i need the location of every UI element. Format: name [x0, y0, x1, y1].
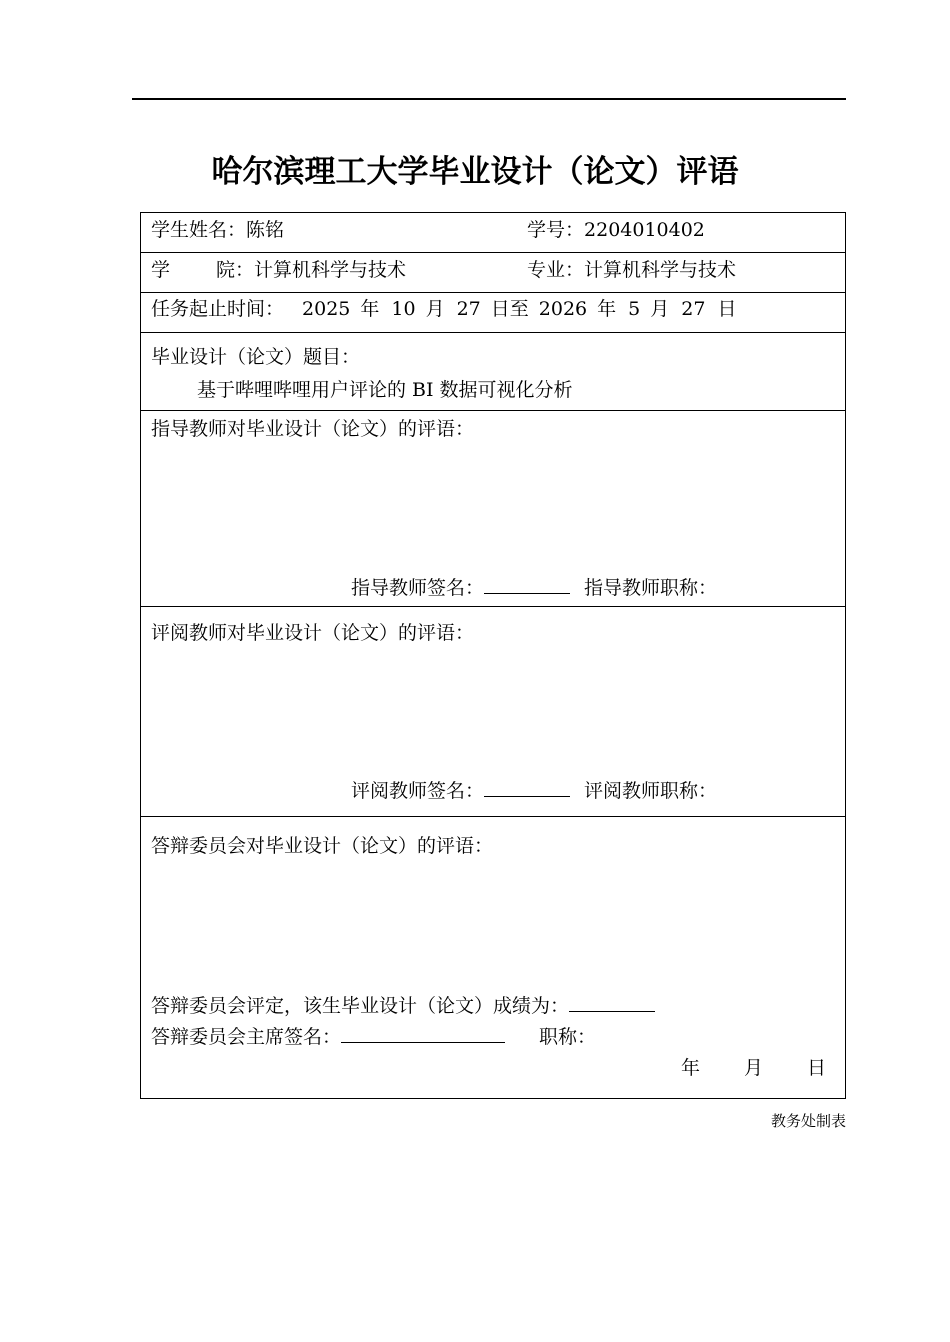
advisor-title-label: 指导教师职称：: [584, 577, 718, 599]
end-month: 5: [628, 298, 641, 320]
start-day: 27: [456, 298, 481, 320]
college-row: [141, 253, 845, 293]
end-year: 2026: [538, 298, 588, 320]
page-title: 哈尔滨理工大学毕业设计（论文）评语: [211, 154, 739, 190]
start-year: 2025: [302, 298, 351, 320]
thesis-row: [141, 333, 845, 411]
committee-title-label: 职称：: [539, 1026, 597, 1048]
student-name-value: 陈铭: [246, 219, 285, 241]
advisor-signature-field: 指导教师签名： 指导教师职称：: [351, 577, 718, 599]
major-field: 专业：计算机科学与技术: [527, 259, 737, 281]
start-month: 10: [391, 298, 416, 320]
date-field: 年 月 日: [681, 1057, 827, 1079]
thesis-title-label: 毕业设计（论文）题目：: [151, 346, 361, 368]
footer-note: 教务处制表: [770, 1112, 846, 1130]
reviewer-comment-label: 评阅教师对毕业设计（论文）的评语：: [151, 622, 475, 644]
thesis-title-value: 基于哔哩哔哩用户评论的 BI 数据可视化分析: [197, 379, 573, 401]
period-row: [141, 293, 845, 333]
committee-comment-label: 答辩委员会对毕业设计（论文）的评语：: [151, 835, 494, 857]
major-value: 计算机科学与技术: [584, 259, 737, 281]
chair-signature-blank: [341, 1024, 505, 1043]
advisor-section: [141, 411, 845, 607]
reviewer-title-label: 评阅教师职称：: [584, 780, 718, 802]
reviewer-signature-field: 评阅教师签名： 评阅教师职称：: [351, 780, 718, 802]
end-day: 27: [681, 298, 706, 320]
student-row: [141, 213, 845, 253]
advisor-signature-blank: [484, 575, 570, 594]
task-period-field: 任务起止时间： 2025 年 10 月 27 日至 2026 年 5 月 27 日: [151, 298, 737, 320]
reviewer-section: [141, 607, 845, 817]
grade-blank: [569, 993, 655, 1012]
committee-grade-field: 答辩委员会评定，该生毕业设计（论文）成绩为：: [151, 993, 655, 1017]
reviewer-signature-blank: [484, 778, 570, 797]
header-rule: [132, 98, 846, 100]
committee-section: [141, 817, 845, 1100]
college-value: 计算机科学与技术: [254, 259, 407, 281]
student-id-field: 学号：2204010402: [527, 219, 705, 241]
college-field: 学 院：计算机科学与技术: [151, 259, 407, 281]
committee-chair-field: 答辩委员会主席签名： 职称：: [151, 1026, 597, 1048]
advisor-comment-label: 指导教师对毕业设计（论文）的评语：: [151, 418, 475, 440]
evaluation-form: [140, 212, 846, 1099]
student-name-field: 学生姓名：陈铭: [151, 219, 285, 241]
student-id-value: 2204010402: [584, 219, 705, 241]
